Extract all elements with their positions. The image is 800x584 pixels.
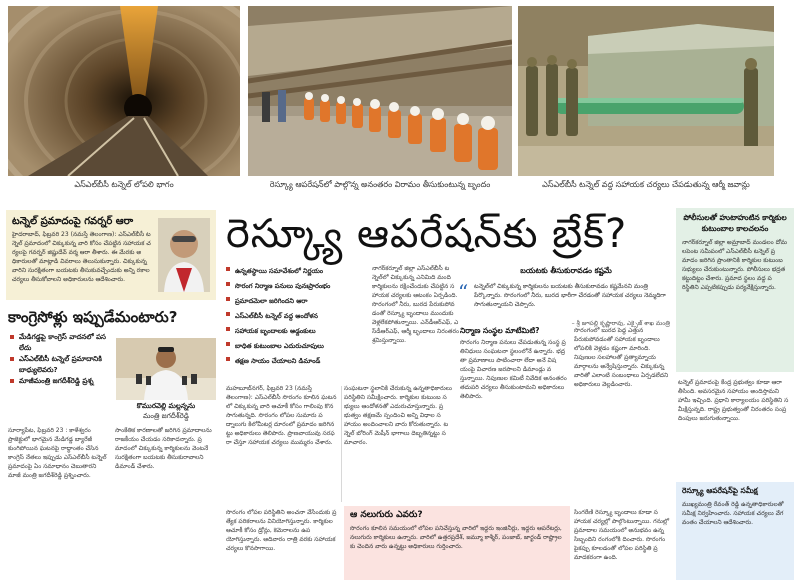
quote-text: టన్నెల్‌లో చిక్కుకున్న కార్మికులను బయటకు తీసుకురావడం కష్టమేనని మంత్రి పేర్కొన్నారు. సొరంగంలో నీరు, బురద భారీగా చేరడంతో సహాయక చర్యలు నెమ్మదిగా సాగుతున్నాయని చెప్పారు. bbox=[474, 283, 666, 308]
governor-story-body: హైదరాబాద్, ఫిబ్రవరి 23 (నమస్తే తెలంగాణ): ఎస్‌ఎల్‌బీసీ టన్నెల్ ప్రమాదంలో చిక్కుకున్న వారి కోసం చేపట్టిన సహాయక చర్యలపై గవర్నర్ జిష్ణుదేవ్ వర్మ ఆరా తీశారు. ఈ మేరకు అధికారులతో మాట్లాడి వివరాలు తెలుసుకున్నారు. చిక్కుకున్న వారిని సురక్షితంగా బయటకు తీసుకువచ్చేందుకు అన్ని రకాల చర్యలు తీసుకోవాలని అధికారులను ఆదేశించారు. bbox=[12, 231, 151, 283]
right-blue-title: రెస్క్యూ ఆపరేషన్‌పై సమీక్ష bbox=[682, 486, 758, 495]
right-green-body: నాగర్‌కర్నూల్ జిల్లా అమ్రాబాద్ మండలం దోమలపెంట సమీపంలో ఎస్‌ఎల్‌బీసీ టన్నెల్ ప్రమాదం జరిగిన ప్రాంతానికి కార్మికుల కుటుంబ సభ్యులు చేరుకుంటున్నారు. పోలీసులు భద్రత కట్టుదిట్టం చేశారు. ప్రమాద స్థలం వద్ద పరిస్థితిని ఎప్పటికప్పుడు పర్యవేక్షిస్తున్నారు. bbox=[682, 239, 788, 291]
right-green-box bbox=[676, 208, 794, 372]
construction-question-title: నిర్మాణ సంస్థల మాటేమిటి? bbox=[460, 326, 540, 335]
congress-bullet: ఎస్‌ఎల్‌బీసీ టన్నెల్ ప్రమాదానికి బాధ్యులెవరు? bbox=[10, 354, 112, 376]
rescue-team-photo bbox=[248, 6, 512, 176]
highlight-item: సహాయక బృందాలకు అడ్డంకులు bbox=[226, 324, 366, 339]
right-column-text: టన్నెల్ ప్రమాదంపై కేంద్ర ప్రభుత్వం కూడా ఆరా తీసింది. అవసరమైన సహాయం అందిస్తామని హామీ ఇచ్చింది. ప్రధాని కార్యాలయం పరిస్థితిని సమీక్షిస్తున్నది. రాష్ట్ర ప్రభుత్వంతో నిరంతరం సంప్రదింపులు జరుగుతున్నాయి. bbox=[678, 379, 789, 422]
story-column-1: నాగర్‌కర్నూల్ జిల్లా ఎస్‌ఎల్‌బీసీ టన్నెల్‌లో చిక్కుకున్న ఎనిమిది మంది కార్మికులను రక్షించేందుకు చేపట్టిన సహాయక చర్యలకు ఆటంకం ఏర్పడింది. సొరంగంలో నీరు, బురద పేరుకుపోవడంతో రెస్క్యూ బృందాలు ముందుకు వెళ్లలేకపోతున్నాయి. ఎన్‌డీఆర్‌ఎఫ్, ఎస్‌డీఆర్‌ఎఫ్, ఆర్మీ బృందాలు నిరంతరం శ్రమిస్తున్నాయి. bbox=[372, 265, 460, 344]
bottom-column-1: సొరంగం లోపల పరిస్థితిని అంచనా వేసేందుకు ప్రత్యేక పరికరాలను వినియోగిస్తున్నారు. కార్మికుల ఆచూకీ కోసం డ్రోన్లు, కెమెరాలను ఉపయోగిస్తున్నారు. ఆదివారం రాత్రి వరకు సహాయక చర్యలు కొనసాగాయి. bbox=[226, 509, 337, 552]
highlight-item: సొరంగ నిర్మాణ పనులు పునఃప్రారంభం bbox=[226, 279, 366, 294]
congress-bullet: మేడిగడ్డపై కాంగ్రెస్ వాదనలో పస లేదు bbox=[10, 332, 112, 354]
jagadish-photo-caption-2: మంత్రి జగదీశ్‌రెడ్డి bbox=[143, 412, 189, 420]
quote-kicker: బయటకు తీసుకురావడం కష్టమే bbox=[520, 266, 612, 275]
congress-story-body: సూర్యాపేట, ఫిబ్రవరి 23 : కాళేశ్వరం ప్రాజెక్టులో భాగమైన మేడిగడ్డ బ్యారేజీ కుంగిపోయిన ఘటనపై రాద్ధాంతం చేసిన కాంగ్రెస్ నేతలు ఇప్పుడు ఎస్‌ఎల్‌బీసీ టన్నెల్ ప్రమాదంపై ఏం సమాధానం చెబుతారని మాజీ మంత్రి జగదీశ్‌రెడ్డి ప్రశ్నించారు. సాంకేతిక కారణాలతో జరిగిన ప్రమాదాలను రాజకీయం చేయడం సరికాదన్నారు. ప్రమాదంలో చిక్కుకున్న కార్మికులను వెంటనే సురక్షితంగా బయటకు తీసుకురావాలని డిమాండ్ చేశారు. bbox=[8, 427, 212, 479]
highlight-item: ఉన్నతస్థాయి సమావేశంలో నిర్ణయం bbox=[226, 264, 366, 279]
highlight-item: ప్రమాదమెలా జరిగిందని ఆరా bbox=[226, 294, 366, 309]
congress-bullet: మాజీమంత్రి జగదీశ్‌రెడ్డి ప్రశ్న bbox=[10, 376, 112, 387]
highlights-box bbox=[226, 264, 366, 382]
story-column-4: సొరంగంలో బురద పెద్ద ఎత్తున పేరుకుపోవడంతో సహాయక బృందాలు లోపలికి వెళ్లడం కష్టంగా మారింది. నిపుణుల సలహాలతో ప్రత్యామ్నాయ మార్గాలను అన్వేషిస్తున్నారు. చిక్కుకున్న వారితో ఎలాంటి సంబంధాలు ఏర్పడలేదని అధికారులు వెల్లడించారు. bbox=[574, 327, 669, 388]
column-divider bbox=[341, 386, 342, 502]
tunnel-photo bbox=[8, 6, 240, 176]
right-green-title: పోలీసులతో హుటాహుటిన కార్మికుల కుటుంబాల కాలచలనం bbox=[683, 213, 787, 233]
story-column-2: మహబూబ్‌నగర్, ఫిబ్రవరి 23 (నమస్తే తెలంగాణ): ఎస్‌ఎల్‌బీసీ సొరంగం కూలిన ఘటనలో చిక్కుకున్న వారి ఆచూకీ కోసం గాలింపు కొనసాగుతున్నది. సొరంగం లోపల సుమారు పద్నాలుగు కిలోమీటర్ల దూరంలో ప్రమాదం జరిగినట్టు అధికారులు తెలిపారు. ప్రాణవాయువు సరఫరా చేస్తూ సహాయక చర్యలు ముమ్మరం చేశారు. bbox=[226, 385, 337, 446]
governor-story bbox=[6, 210, 216, 300]
quote-attribution: – శ్రీ జూపల్లి కృష్ణారావు, ఎక్సైజ్ శాఖ మంత్రి bbox=[571, 320, 670, 327]
quote-mark-icon: “ bbox=[458, 280, 469, 304]
pink-box-title: ఆ నలుగురు ఎవరు? bbox=[350, 510, 423, 520]
tunnel-photo-caption: ఎస్‌ఎల్‌బీసీ టన్నెల్ లోపలి భాగం bbox=[74, 180, 174, 189]
highlight-item: ఎస్‌ఎల్‌బీసీ టన్నెల్ వద్ద ఆందోళన bbox=[226, 309, 366, 324]
right-blue-box bbox=[676, 482, 794, 580]
jagadish-photo bbox=[116, 338, 216, 400]
rescue-team-photo-caption: రెస్క్యూ ఆపరేషన్‌లో పాల్గొన్న అనంతరం విరామం తీసుకుంటున్న బృందం bbox=[269, 180, 491, 189]
rescue-team-resting-image bbox=[248, 6, 512, 176]
governor-story-title: టన్నెల్ ప్రమాదంపై గవర్నర్ ఆరా bbox=[12, 216, 134, 227]
pink-info-box bbox=[344, 506, 570, 580]
bottom-column-2: సింగరేణి రెస్క్యూ బృందాలు కూడా సహాయక చర్యల్లో పాల్గొంటున్నాయి. గనుల్లో ప్రమాదాల సమయంలో అనుభవం ఉన్న సిబ్బందిని రంగంలోకి దించారు. సొరంగం పైకప్పు కూలడంతో లోపల పరిస్థితి ప్రమాదకరంగా ఉంది. bbox=[574, 509, 670, 561]
pink-box-body: సొరంగం కూలిన సమయంలో లోపల పనిచేస్తున్న వారిలో ఇద్దరు ఇంజినీర్లు, ఇద్దరు ఆపరేటర్లు, నలుగురు కార్మికులు ఉన్నారు. వారిలో ఉత్తరప్రదేశ్, జమ్మూ కాశ్మీర్, పంజాబ్, జార్ఖండ్ రాష్ట్రాలకు చెందిన వారు ఉన్నట్టు అధికారులు గుర్తించారు. bbox=[350, 525, 562, 550]
construction-question-body: సొరంగం నిర్మాణ పనులు చేపడుతున్న సంస్థ ప్రతినిధులు సంఘటనా స్థలంలోనే ఉన్నారు. భద్రతా ప్రమాణాలు పాటించారా లేదా అనే విషయంపై విచారణ జరపాలని డిమాండ్లు వస్తున్నాయి. నిపుణుల కమిటీ నివేదిక అనంతరం తదుపరి చర్యలు తీసుకుంటామని అధికారులు తెలిపారు. bbox=[460, 339, 567, 400]
governor-photo bbox=[158, 218, 210, 292]
highlight-item: బాధిత కుటుంబాల ఎదురుచూపులు bbox=[226, 339, 366, 354]
jagadish-photo-caption-1: కొమురవెల్లి మల్లన్నను bbox=[136, 402, 196, 410]
tunnel-interior-image bbox=[8, 6, 240, 176]
congress-story-bullets bbox=[10, 332, 112, 387]
army-jawans-image bbox=[518, 6, 774, 176]
story-column-3: సంఘటనా స్థలానికి చేరుకున్న ఉన్నతాధికారులు పరిస్థితిని సమీక్షించారు. కార్మికుల కుటుంబ సభ్యులు ఆందోళనతో ఎదురుచూస్తున్నారు. ప్రభుత్వం తక్షణమే స్పందించి అన్ని విధాల సహాయం అందించాలని వారు కోరుతున్నారు. టన్నెల్ బోరింగ్ మెషీన్ భాగాలు దెబ్బతిన్నట్టు సమాచారం. bbox=[344, 385, 452, 446]
main-headline: రెస్క్యూ ఆపరేషన్‌కు బ్రేక్? bbox=[226, 211, 628, 257]
right-blue-body: ముఖ్యమంత్రి రేవంత్ రెడ్డి ఉన్నతాధికారులతో సమీక్ష నిర్వహించారు. సహాయక చర్యలు వేగవంతం చేయాలని ఆదేశించారు. bbox=[682, 501, 784, 526]
congress-story-title: కాంగ్రెసోళ్లు ఇప్పుడేమంటారు? bbox=[8, 308, 178, 326]
army-photo-caption: ఎస్‌ఎల్‌బీసీ టన్నెల్ వద్ద సహాయక చర్యలు చేపడుతున్న ఆర్మీ జవాన్లు bbox=[542, 180, 750, 189]
army-photo bbox=[518, 6, 774, 176]
highlight-item: తక్షణ సాయం చేయాలని డిమాండ్ bbox=[226, 354, 366, 369]
